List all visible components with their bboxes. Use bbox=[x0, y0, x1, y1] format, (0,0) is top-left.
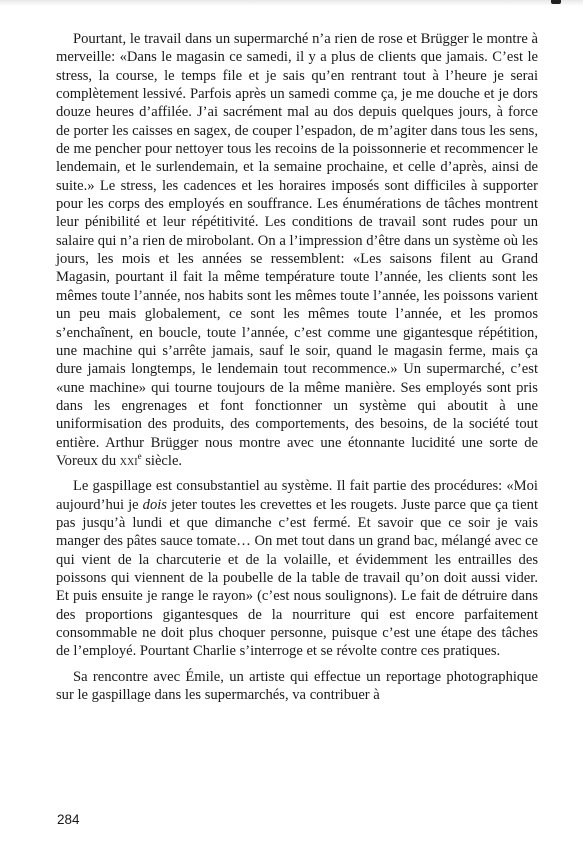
smallcaps-text: xxi bbox=[119, 452, 138, 469]
paragraph bbox=[56, 477, 538, 660]
corner-mark bbox=[551, 0, 561, 4]
text-segment: Le gaspillage est consubstantiel au système. Il fait partie des procédures: «Moi aujourd’hui je bbox=[56, 478, 538, 513]
page-number: 284 bbox=[57, 812, 80, 827]
text-segment: jeter toutes les crevettes et les rougets. Juste parce que ça tient pas jusqu’à lundi et que dimanche c’est fermé. Et savoir que ce soir je vais manger des pâtes sauce tomate… On met tout dans un grand bac, mélangé avec ce qui vient de la charcuterie et de la volaille, et évidemment les entrailles des poissons qui viennent de la poubelle de la table de travail qu’on doit aussi vider. Et puis ensuite je range le rayon» (c’est nous soulignons). Le fait de détruire dans des proportions gigantesques de la nourriture qui est encore parfaitement consommable ne doit plus choquer personne, puisque c’est une étape des tâches de l’employé. Pourtant Charlie s’interroge et se révolte contre ces pratiques. bbox=[56, 496, 538, 660]
text-segment: Pourtant, le travail dans un supermarché n’a rien de rose et Brügger le montre à merveille: «Dans le magasin ce samedi, il y a plus de clients que jamais. C’est le stress, la course, le temps file et je sais qu’en rentrant tout à l’heure je serai complètement lessivé. Parfois après un samedi comme ça, je me douche et je dors douze heures d’affilée. J’ai sacrément mal au dos depuis quelques jours, à force de porter les caisses en sagex, de couper l’espadon, de m’agiter dans tous les sens, de me pencher pour nettoyer tous les recoins de la poissonnerie et recommencer le lendemain, et le surlendemain, et la semaine prochaine, et celle d’après, ainsi de suite.» Le stress, les cadences et les horaires imposés sont difficiles à supporter pour les corps des employés en souffrance. Les énumérations de tâches montrent leur pénibilité et leur répétitivité. Les conditions de travail sont rudes pour un salaire qui n’a rien de mirobolant. On a l’impression d’être dans un système où les jours, les mois et les années se ressemblent: «Les saisons filent au Grand Magasin, pourtant il fait la même température toute l’année, les clients sont les mêmes toute l’année, nos habits sont les mêmes toute l’année, les poissons varient un peu mais globalement, ce sont les mêmes toute l’année, et les promos s’enchaînent, en boucle, toute l’année, c’est comme une gigantesque répétition, une machine qui s’arrête jamais, sauf le soir, quand le magasin ferme, mais ça dure jamais longtemps, le lendemain tout recommence.» Un supermarché, c’est «une machine» qui tourne toujours de la même manière. Ses employés sont pris dans les engrenages et font fonctionner un système qui aboutit à une uniformisation des produits, des comportements, des besoins, de la société tout entière. Arthur Brügger nous montre avec une étonnante lucidité une sorte de Voreux du bbox=[56, 31, 538, 469]
paragraph bbox=[56, 30, 538, 470]
emphasis-text: dois bbox=[142, 496, 167, 513]
superscript-text: e bbox=[137, 451, 142, 462]
text-segment: siècle. bbox=[141, 452, 183, 469]
body-text bbox=[56, 30, 538, 711]
paragraph bbox=[56, 668, 538, 705]
page-top-edge bbox=[0, 0, 583, 6]
text-segment: Sa rencontre avec Émile, un artiste qui effectue un reportage photographique sur le gaspillage dans les supermarchés, va contribuer à bbox=[56, 668, 538, 704]
